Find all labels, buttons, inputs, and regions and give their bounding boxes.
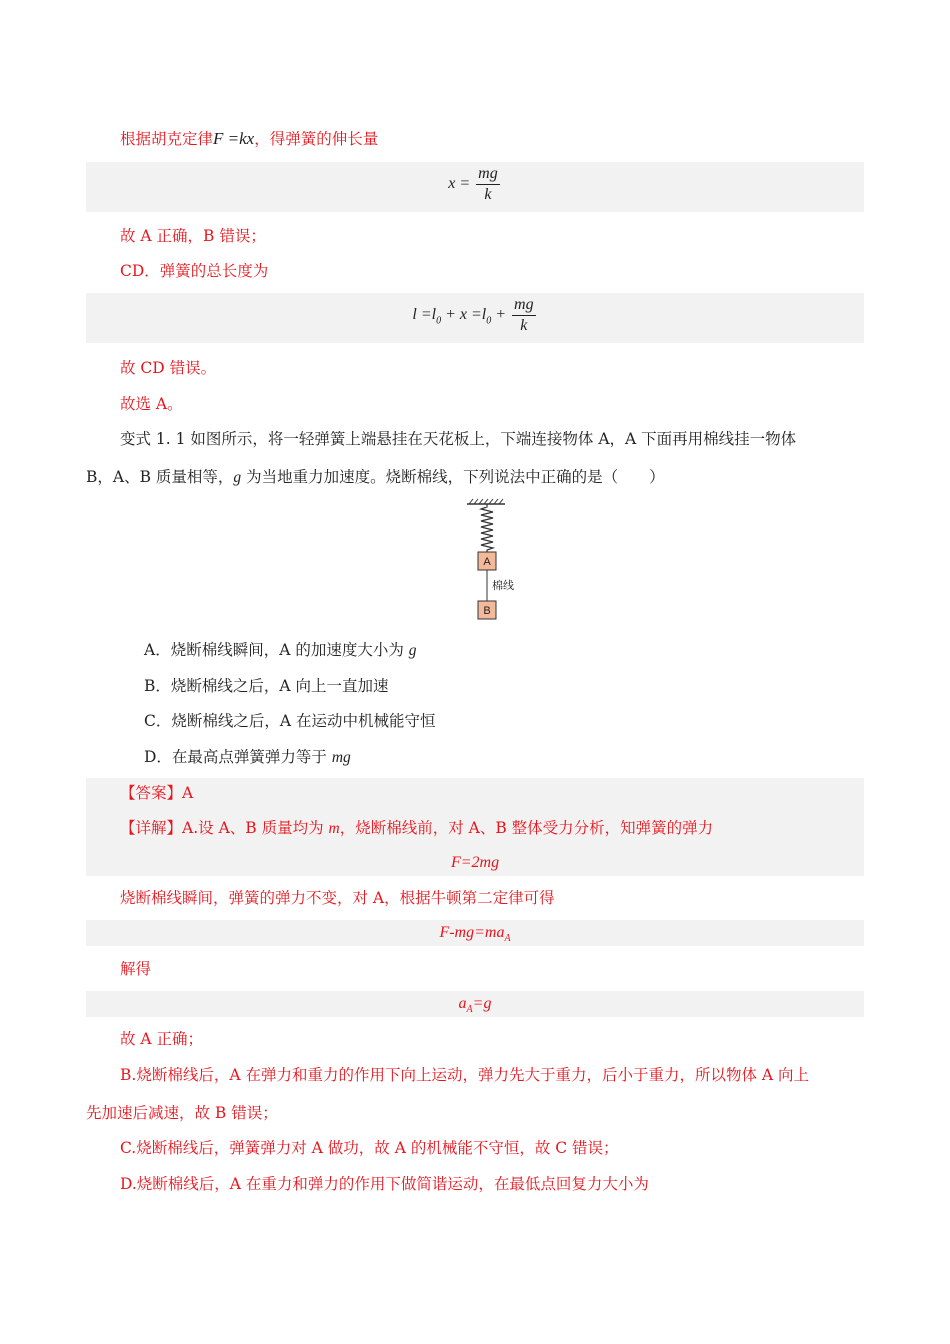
choose-line: 故选 A。 — [120, 395, 183, 413]
block-a-label: A — [483, 556, 491, 568]
option-c: C．烧断棉线之后，A 在运动中机械能守恒 — [144, 712, 436, 730]
option-b: B．烧断棉线之后，A 向上一直加速 — [144, 677, 389, 695]
ceiling-icon — [467, 499, 505, 504]
spring-icon — [481, 504, 493, 552]
block-b-label: B — [483, 605, 491, 617]
question-line-1: 变式 1. 1 如图所示，将一轻弹簧上端悬挂在天花板上，下端连接物体 A，A 下面再用棉线挂一物体 — [120, 430, 797, 448]
a-correct-line: 故 A 正确，B 错误； — [120, 227, 266, 245]
instant-line: 烧断棉线瞬间，弹簧的弹力不变，对 A，根据牛顿第二定律可得 — [120, 889, 555, 907]
equation-extension: x = $\frac{mg}{k}$ — [448, 165, 498, 203]
equation-total-length: $l =l_0 + x =l_0$ + $\frac{mg}{k}$ — [412, 296, 534, 334]
spring-figure — [455, 498, 525, 623]
equation-acceleration: $a_A=g$ — [458, 995, 492, 1016]
hooke-formula: F =kx — [213, 129, 255, 148]
b-line-1: B.烧断棉线后，A 在弹力和重力的作用下向上运动，弹力先大于重力，后小于重力，所以物体 A 向上 — [120, 1066, 809, 1084]
b-line-2: 先加速后减速，故 B 错误； — [86, 1104, 278, 1122]
c-line: C.烧断棉线后，弹簧弹力对 A 做功，故 A 的机械能不守恒，故 C 错误； — [120, 1139, 619, 1157]
equation-spring-force: F=2mg — [450, 854, 500, 871]
detail-line: 【详解】A.设 A、B 质量均为 m，烧断棉线前，对 A、B 整体受力分析，知弹簧的弹力 — [120, 819, 714, 837]
d-line: D.烧断棉线后，A 在重力和弹力的作用下做简谐运动，在最低点回复力大小为 — [120, 1175, 649, 1193]
thread-label: 棉线 — [492, 579, 514, 592]
option-a: A．烧断棉线瞬间，A 的加速度大小为 g — [144, 641, 417, 659]
answer-label: 【答案】A — [120, 784, 194, 802]
a-right-line: 故 A 正确； — [120, 1030, 204, 1048]
solve-line: 解得 — [120, 960, 152, 978]
equation-newton: $F-mg=ma_A$ — [439, 924, 511, 945]
option-d: D．在最高点弹簧弹力等于 mg — [144, 748, 351, 766]
hooke-line: 根据胡克定律F =kx，得弹簧的伸长量 — [120, 129, 379, 148]
question-line-2: B，A、B 质量相等，g 为当地重力加速度。烧断棉线，下列说法中正确的是（ ） — [86, 468, 665, 486]
cd-line: CD．弹簧的总长度为 — [120, 262, 269, 280]
cd-wrong-line: 故 CD 错误。 — [120, 359, 217, 377]
